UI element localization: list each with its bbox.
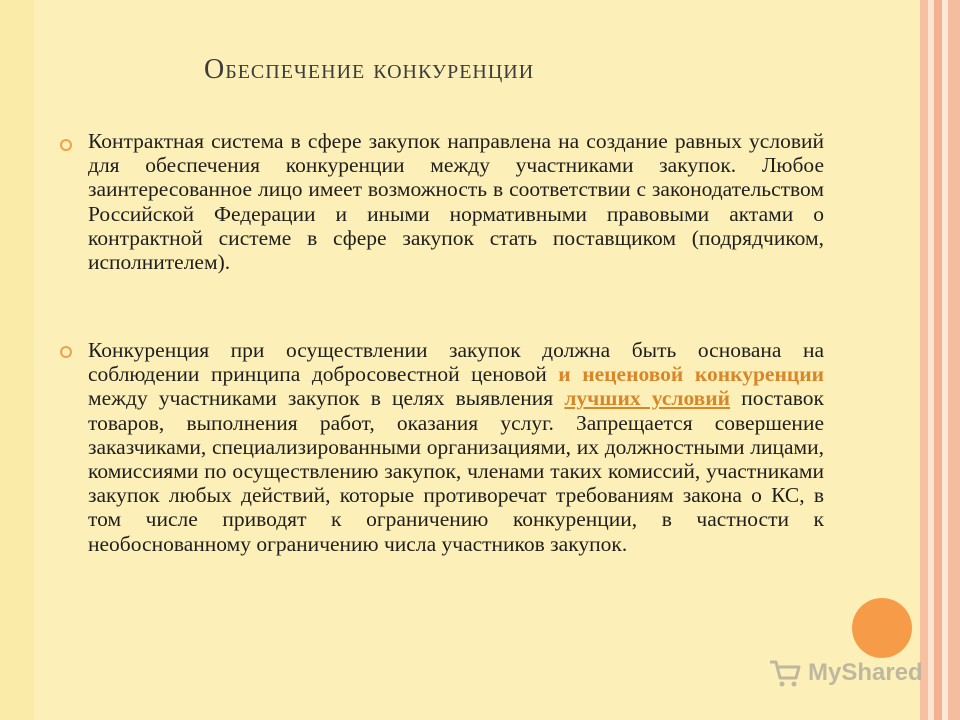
right-stripe-3 bbox=[934, 0, 942, 720]
right-stripe-1 bbox=[920, 0, 928, 720]
slide-title: Обеспечение конкуренции bbox=[204, 54, 535, 85]
right-stripe-5 bbox=[948, 0, 960, 720]
bullet-2-highlight: и неценовой конкуренции bbox=[558, 362, 824, 387]
bullet-1-text: Контрактная система в сфере закупок направлена на создание равных условий для обеспечения конкуренции между участниками закупок. Любое заинтересованное лицо имеет возможность в соответствии с законодательством Российской Федерации и иными нормативными правовыми актами о контрактной системе в сфере закупок стать поставщиком (подрядчиком, исполнителем). bbox=[88, 129, 824, 275]
best-conditions-link[interactable]: лучших условий bbox=[564, 386, 731, 411]
left-margin bbox=[0, 0, 34, 720]
bullet-2-text bbox=[88, 338, 824, 556]
bullet-2-part3: поставок товаров, выполнения работ, оказания услуг. Запрещается совершение заказчиками, специализированными организациями, их должностными лицами, комиссиями по осуществлению закупок, членами таких комиссий, участниками закупок любых действий, которые противоречат требованиям закона о КС, в том числе приводят к ограничению конкуренции, в частности к необоснованному ограничению числа участников закупок. bbox=[88, 386, 825, 556]
watermark-text: MyShared bbox=[808, 659, 923, 686]
decorative-circle bbox=[852, 598, 912, 658]
watermark bbox=[768, 656, 923, 690]
cart-icon bbox=[768, 658, 802, 688]
bullet-1-icon bbox=[60, 139, 72, 151]
bullet-2-icon bbox=[60, 346, 72, 358]
bullet-2-part1: Конкуренция при осуществлении закупок должна быть основана на соблюдении принципа добросовестной ценовой bbox=[88, 338, 824, 387]
bullet-2-part2: между участниками закупок в целях выявления bbox=[88, 386, 554, 411]
